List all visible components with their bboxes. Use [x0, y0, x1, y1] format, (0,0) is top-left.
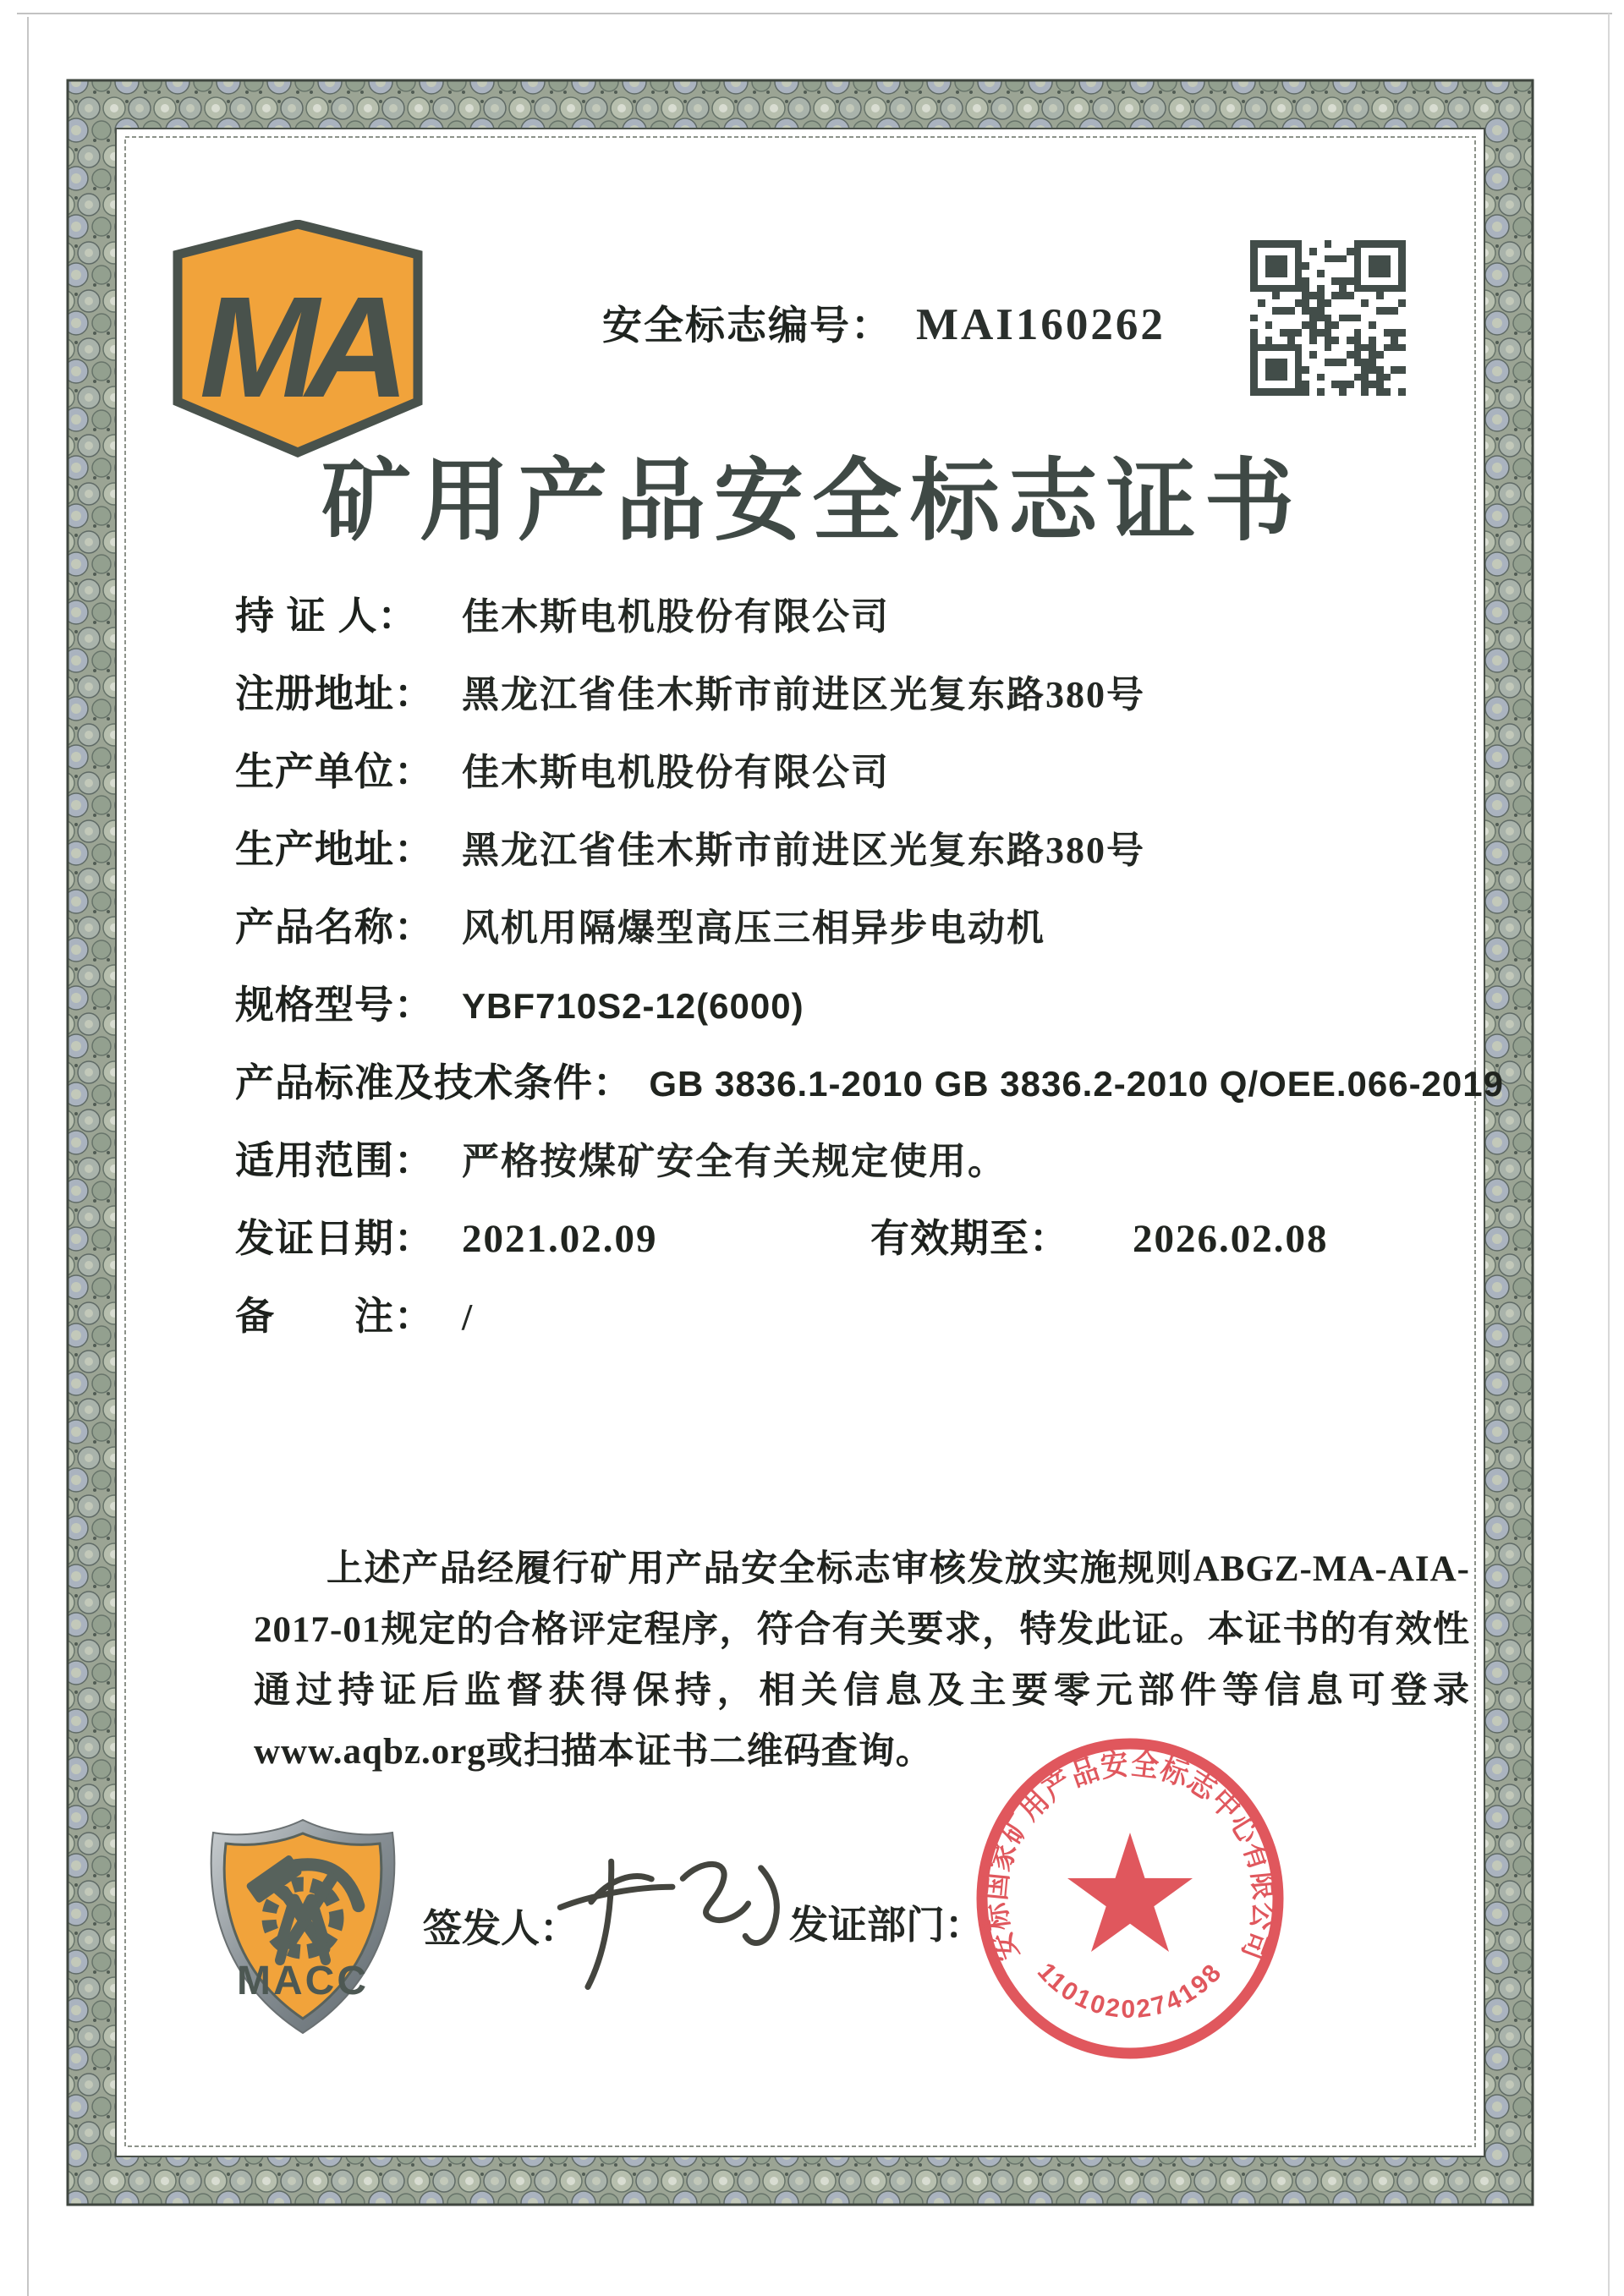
signer-label: 签发人： [423, 1906, 579, 1950]
official-seal [969, 1732, 1292, 2069]
field-row-standards [235, 1052, 1504, 1130]
field-label: 持 证 人： [235, 594, 418, 638]
remark-label: 备 注： [235, 1294, 434, 1338]
certificate-title: 矿用产品安全标志证书 [321, 452, 1303, 551]
field-row-model [235, 974, 1504, 1052]
issue-date-value: 2021.02.09 [462, 1217, 658, 1261]
field-label: 适用范围： [235, 1138, 434, 1182]
qr-code [1250, 240, 1406, 396]
field-value: 严格按煤矿安全有关规定使用。 [462, 1141, 1007, 1182]
field-value: 黑龙江省佳木斯市前进区光复东路380号 [462, 674, 1145, 715]
field-value: 佳木斯电机股份有限公司 [462, 596, 890, 638]
valid-until-value: 2026.02.08 [1133, 1217, 1329, 1261]
field-label: 产品名称： [235, 905, 434, 949]
svg-text:1101020274198 [1032, 1958, 1228, 2024]
issuer-label: 发证部门： [789, 1903, 984, 1947]
field-row-product-name [235, 896, 1504, 974]
field-row-dates [235, 1208, 1504, 1285]
field-value: 黑龙江省佳木斯市前进区光复东路380号 [462, 830, 1145, 871]
mark-number-label: 安全标志编号： [602, 303, 892, 348]
valid-until-label: 有效期至： [870, 1216, 1069, 1260]
field-value: YBF710S2-12(6000) [462, 986, 804, 1026]
seal-ring-text: 安标国家矿用产品安全标志中心有限公司 [977, 1746, 1283, 1969]
field-row-production-address [235, 819, 1504, 896]
mark-number-value: MAI160262 [916, 300, 1166, 349]
mark-number-line [602, 294, 1166, 351]
field-value: 风机用隔爆型高压三相异步电动机 [462, 907, 1045, 949]
field-label: 产品标准及技术条件： [235, 1060, 633, 1104]
ma-logo-letters: MA [199, 267, 397, 428]
field-row-remark [235, 1285, 1504, 1363]
field-label: 生产单位： [235, 749, 434, 793]
macc-logo-letters: MACC [237, 1959, 369, 2003]
issue-date-label: 发证日期： [235, 1216, 434, 1260]
certificate-fields [235, 585, 1504, 1363]
seal-star-icon [1067, 1833, 1193, 1952]
field-value: 佳木斯电机股份有限公司 [462, 752, 890, 793]
field-row-holder [235, 585, 1504, 663]
macc-logo [201, 1815, 404, 2039]
field-label: 规格型号： [235, 983, 434, 1027]
remark-value: / [462, 1296, 475, 1338]
signer-signature [513, 1840, 792, 2009]
ma-logo [167, 220, 428, 460]
field-row-manufacturer [235, 741, 1504, 819]
certificate-statement: 上述产品经履行矿用产品安全标志审核发放实施规则ABGZ-MA-AIA-2017-01规定的合格评定程序，符合有关要求，特发此证。本证书的有效性通过持证后监督获得保持，相关信息及主要零元部件等信息可登录www.aqbz.org或扫描本证书二维码查询。 [254, 1549, 1470, 1772]
field-label: 生产地址： [235, 827, 434, 871]
field-row-registered-address [235, 663, 1504, 741]
field-row-scope [235, 1130, 1504, 1208]
seal-number: 1101020274198 [1031, 1957, 1229, 2024]
field-value: GB 3836.1-2010 GB 3836.2-2010 Q/OEE.066-2019 [649, 1064, 1504, 1104]
field-label: 注册地址： [235, 671, 434, 715]
